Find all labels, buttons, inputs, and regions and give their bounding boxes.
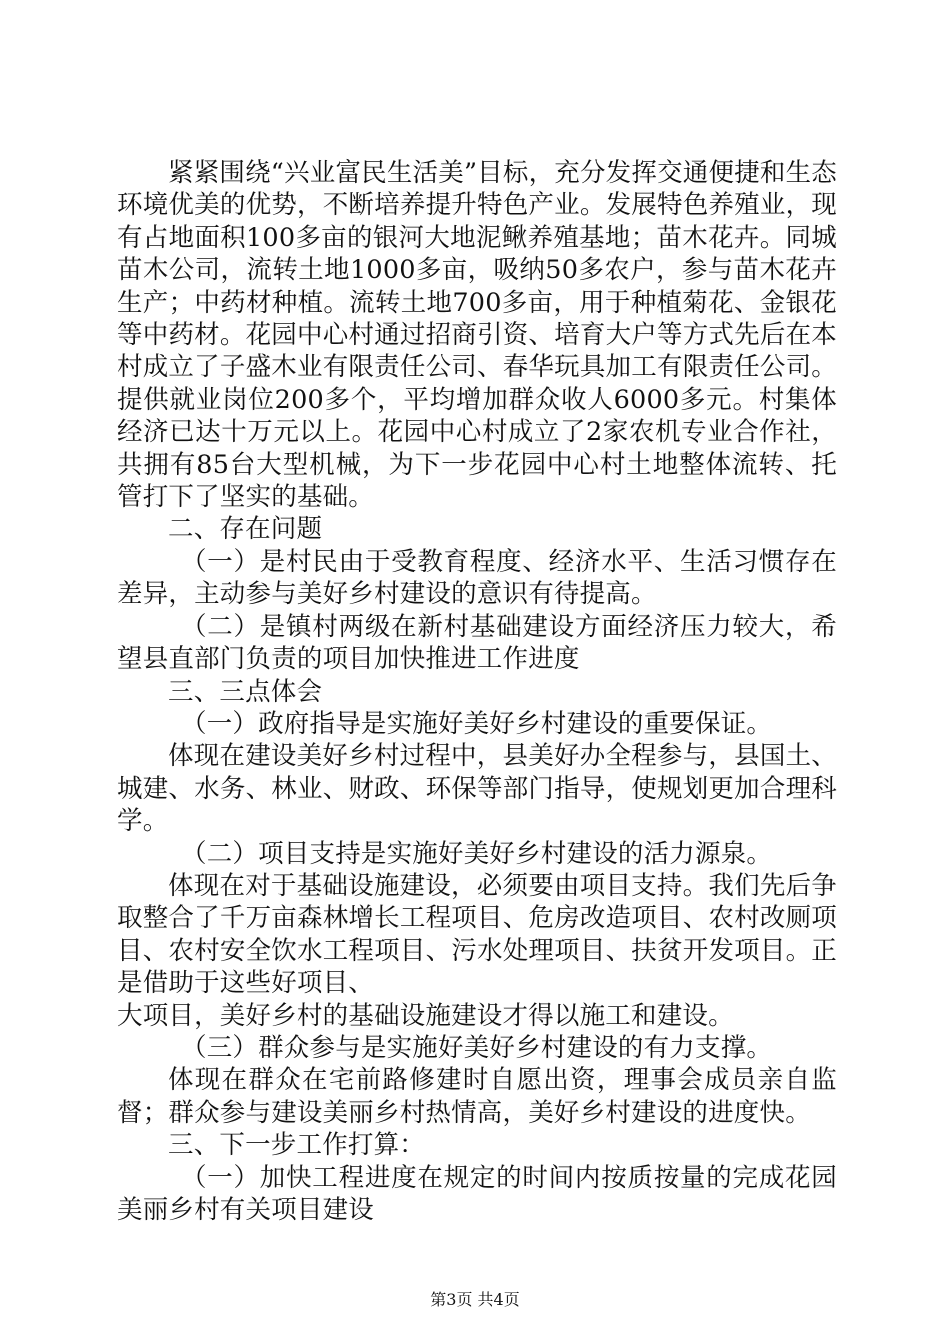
subheading-masses: （三）群众参与是实施好美好乡村建设的有力支撑。 bbox=[181, 1032, 773, 1063]
heading-next-steps: 三、下一步工作打算： bbox=[168, 1130, 426, 1161]
paragraph-problem-2: （二）是镇村两级在新村基础建设方面经济压力较大，希望县直部门负责的项目加快推进工作进度 bbox=[117, 611, 837, 675]
subheading-projects: （二）项目支持是实施好美好乡村建设的活力源泉。 bbox=[181, 838, 773, 869]
paragraph-government: 体现在建设美好乡村过程中，县美好办全程参与，县国土、城建、水务、林业、财政、环保等部门指导，使规划更加合理科学。 bbox=[117, 741, 837, 837]
heading-problems: 二、存在问题 bbox=[168, 514, 323, 545]
paragraph-projects: 体现在对于基础设施建设，必须要由项目支持。我们先后争取整合了千万亩森林增长工程项目、危房改造项目、农村改厕项目、农村安全饮水工程项目、污水处理项目、扶贫开发项目。正是借助于这些好项目、 bbox=[117, 870, 837, 999]
heading-experience: 三、三点体会 bbox=[168, 676, 323, 707]
paragraph-masses: 体现在群众在宅前路修建时自愿出资，理事会成员亲自监督；群众参与建设美丽乡村热情高，美好乡村建设的进度快。 bbox=[117, 1065, 837, 1128]
paragraph-next-step-1: （一）加快工程进度在规定的时间内按质按量的完成花园美丽乡村有关项目建设 bbox=[117, 1162, 837, 1225]
paragraph-projects-cont: 大项目，美好乡村的基础设施建设才得以施工和建设。 bbox=[117, 1000, 734, 1031]
document-body bbox=[117, 157, 837, 1226]
subheading-government: （一）政府指导是实施好美好乡村建设的重要保证。 bbox=[181, 708, 773, 739]
page-footer: 第3页 共4页 bbox=[430, 1290, 520, 1309]
paragraph-industry: 紧紧围绕“兴业富民生活美”目标，充分发挥交通便捷和生态环境优美的优势，不断培养提升特色产业。发展特色养殖业，现有占地面积100多亩的银河大地泥鳅养殖基地；苗木花卉。同城苗木公司，流转土地1000多亩，吸纳50多农户，参与苗木花卉生产；中药材种植。流转土地700多亩，用于种植菊花、金银花等中药材。花园中心村通过招商引资、培育大户等方式先后在本村成立了子盛木业有限责任公司、春华玩具加工有限责任公司。提供就业岗位200多个，平均增加群众收人6000多元。村集体经济已达十万元以上。花园中心村成立了2家农机专业合作社，共拥有85台大型机械，为下一步花园中心村土地整体流转、托管打下了坚实的基础。 bbox=[117, 158, 837, 513]
paragraph-problem-1: （一）是村民由于受教育程度、经济水平、生活习惯存在差异，主动参与美好乡村建设的意识有待提高。 bbox=[117, 546, 837, 610]
